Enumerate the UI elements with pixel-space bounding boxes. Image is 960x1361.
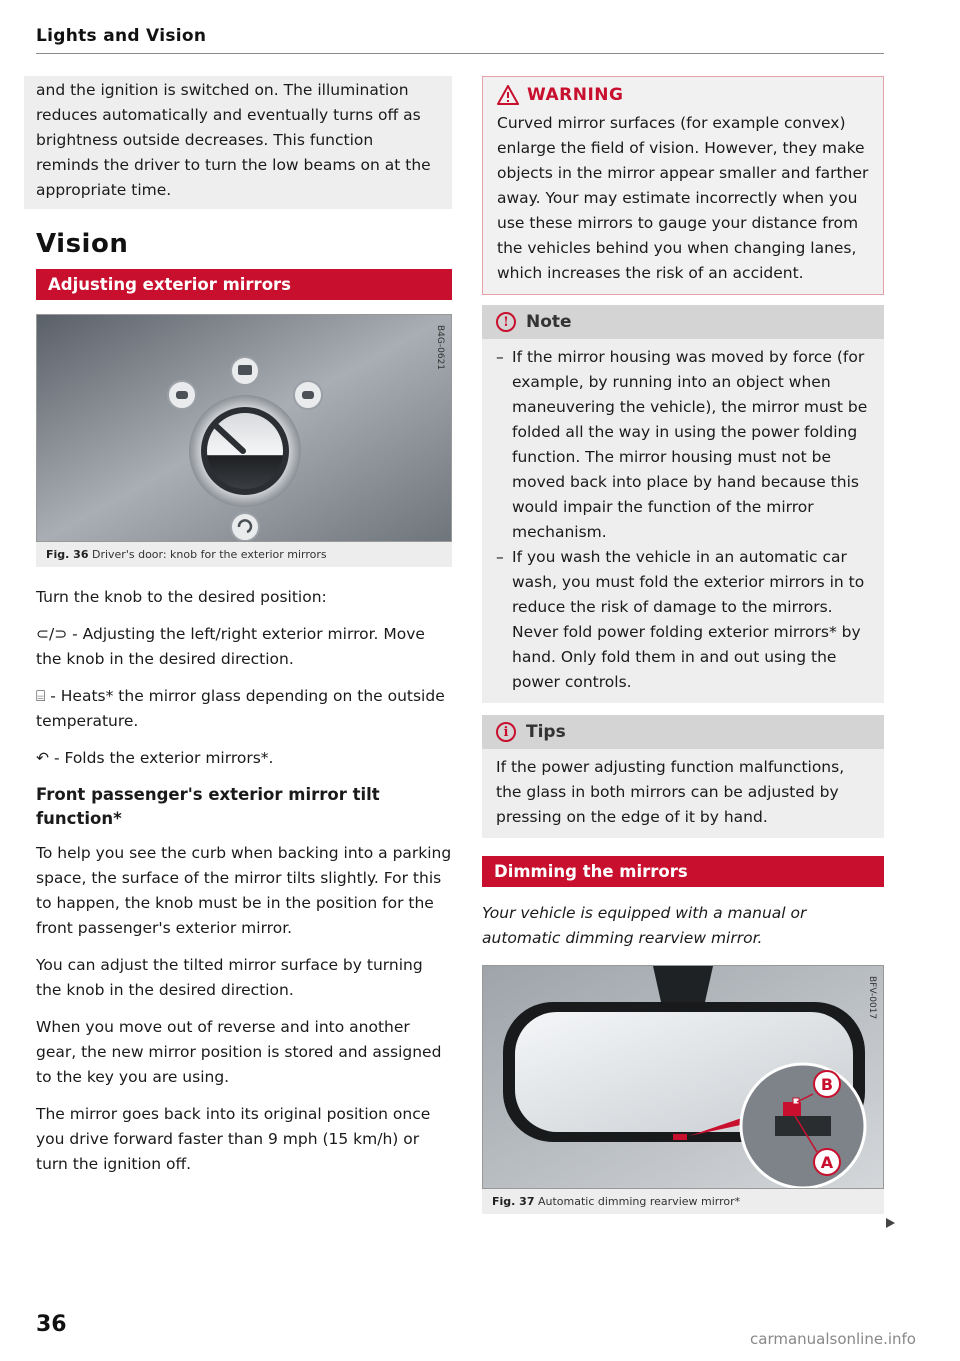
note-header (482, 305, 884, 339)
subheading-tilt-function: Front passenger's exterior mirror tilt function* (36, 785, 380, 828)
figure-36 (36, 314, 452, 542)
rearview-mirror-illustration (483, 966, 883, 1189)
figure-37-caption-text: Automatic dimming rearview mirror* (537, 1195, 741, 1208)
paragraph-curb: To help you see the curb when backing into a parking space, the surface of the mirror tilts slightly. For this to happen, the knob must be in the position for the front passenger's exterior mirror. (36, 844, 452, 937)
dimming-intro: Your vehicle is equipped with a manual or automatic dimming rearview mirror. (482, 904, 807, 947)
label-a: A (820, 1153, 834, 1172)
figure-36-caption (36, 542, 452, 567)
subsection-bar-dimming: Dimming the mirrors (482, 856, 884, 887)
intro-box (24, 76, 452, 209)
mirror-heat-icon: ⌸ (36, 687, 46, 705)
paragraph-adjust-tilted: You can adjust the tilted mirror surface by turning the knob in the desired direction. (36, 956, 423, 999)
continue-arrow-icon (886, 1218, 895, 1228)
tips-box (482, 715, 884, 838)
tips-title: Tips (526, 722, 566, 742)
paragraph-original-position: The mirror goes back into its original position once you drive forward faster than 9 mph (15 km/h) or turn the ignition off. (36, 1105, 431, 1173)
page-header (36, 26, 884, 54)
right-column (482, 76, 884, 1232)
paragraph-reverse: When you move out of reverse and into another gear, the new mirror position is stored and assigned to the key you are using. (36, 1018, 442, 1086)
tips-text (482, 749, 884, 838)
warning-title: WARNING (527, 85, 624, 105)
figure-37 (482, 965, 884, 1189)
tips-body: If the power adjusting function malfunctions, the glass in both mirrors can be adjusted by pressing on the edge of it by hand. (496, 758, 845, 826)
section-title: Vision (36, 229, 129, 259)
note-list (482, 339, 884, 703)
warning-header (483, 77, 883, 109)
watermark: carmanualsonline.info (750, 1330, 916, 1348)
figure-36-code: B4G-0621 (435, 325, 445, 371)
tips-info-icon: i (496, 722, 516, 742)
paragraph-turn-knob: Turn the knob to the desired position: (36, 588, 327, 606)
page-number: 36 (36, 1312, 67, 1337)
figure-37-code: BFV-0017 (867, 976, 877, 1020)
figure-37-label: Fig. 37 (492, 1195, 535, 1208)
left-column (36, 76, 452, 1189)
label-b: B (820, 1075, 834, 1094)
tips-header (482, 715, 884, 749)
paragraph-heats (36, 684, 452, 734)
subsection-bar-adjusting: Adjusting exterior mirrors (36, 269, 452, 300)
paragraph-adjusting (36, 622, 452, 672)
warning-text: Curved mirror surfaces (for example convex) enlarge the field of vision. However, they make objects in the mirror appear smaller and farther away. Your may estimate incorrectly when you use these mirrors to gauge your distance from the vehicles behind you when changing lanes, which increases the risk of an accident. (483, 109, 883, 294)
note-item: – If the mirror housing was moved by force (for example, by running into an object when maneuvering the vehicle), the mirror must be folded all the way in using the power folding function. The mirror housing must not be moved back into place by hand because this would impair the function of the mirror mechanism. (496, 345, 870, 545)
header-title: Lights and Vision (36, 26, 207, 46)
mirror-knob-illustration (37, 315, 451, 542)
note-title: Note (526, 312, 572, 332)
figure-37-caption (482, 1189, 884, 1214)
paragraph-folds-text: - Folds the exterior mirrors*. (53, 749, 274, 767)
paragraph-adjusting-text: - Adjusting the left/right exterior mirror. Move the knob in the desired direction. (36, 625, 425, 668)
figure-36-label: Fig. 36 (46, 548, 89, 561)
left-right-mirror-icon: ⊂/⊃ (36, 625, 68, 643)
note-box (482, 305, 884, 703)
mirror-fold-icon: ↶ (36, 749, 49, 767)
intro-text: and the ignition is switched on. The illumination reduces automatically and eventually turns off as brightness outside decreases. This function reminds the driver to turn the low beams on at the appropriate time. (36, 81, 431, 199)
paragraph-heats-text: - Heats* the mirror glass depending on the outside temperature. (36, 687, 445, 730)
warning-triangle-icon (497, 85, 519, 105)
warning-box (482, 76, 884, 295)
paragraph-folds (36, 746, 452, 771)
note-item: – If you wash the vehicle in an automatic car wash, you must fold the exterior mirrors in to reduce the risk of damage to the mirrors. Never fold power folding exterior mirrors* by hand. Only fold them in and out using the power controls. (496, 545, 870, 695)
figure-36-caption-text: Driver's door: knob for the exterior mirrors (91, 548, 327, 561)
note-exclamation-icon: ! (496, 312, 516, 332)
